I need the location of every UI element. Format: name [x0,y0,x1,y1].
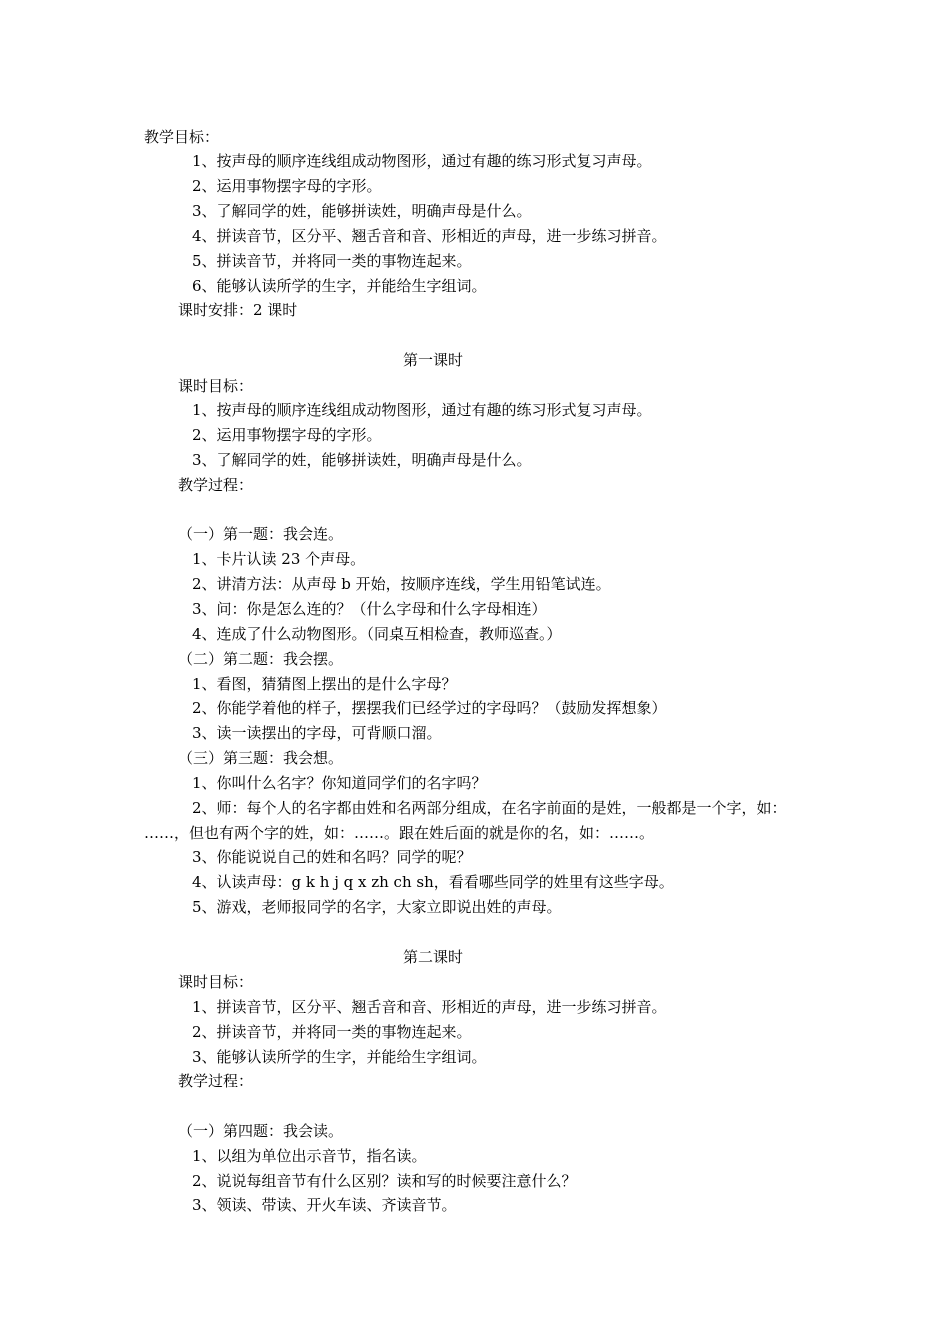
objective-item: 1、按声母的顺序连线组成动物图形，通过有趣的练习形式复习声母。 [192,152,652,170]
objective-item: 4、拼读音节，区分平、翘舌音和音、形相近的声母，进一步练习拼音。 [192,227,667,245]
lesson2-part1-heading: （一）第四题：我会读。 [178,1122,344,1140]
lesson1-step-continuation: ……，但也有两个字的姓，如：……。跟在姓后面的就是你的名，如：……。 [144,824,655,842]
lesson2-step: 3、领读、带读、开火车读、齐读音节。 [192,1196,457,1214]
lesson1-process-heading: 教学过程： [178,476,254,494]
objective-item: 5、拼读音节，并将同一类的事物连起来。 [192,252,472,270]
lesson2-goal-item: 2、拼读音节，并将同一类的事物连起来。 [192,1023,472,1041]
lesson2-goals-heading: 课时目标： [178,973,254,991]
lesson1-title: 第一课时 [402,351,463,369]
lesson1-goal-item: 3、了解同学的姓，能够拼读姓，明确声母是什么。 [192,451,532,469]
objective-item: 6、能够认读所学的生字，并能给生字组词。 [192,277,487,295]
lesson1-step: 3、问：你是怎么连的？（什么字母和什么字母相连） [192,600,547,618]
lesson1-step: 4、连成了什么动物图形。（同桌互相检查，教师巡查。） [192,625,562,643]
lesson1-goal-item: 2、运用事物摆字母的字形。 [192,426,382,444]
lesson1-step: 5、游戏，老师报同学的名字，大家立即说出姓的声母。 [192,898,562,916]
lesson1-step: 4、认读声母：g k h j q x zh ch sh，看看哪些同学的姓里有这些字母。 [192,873,674,891]
lesson1-part2-heading: （二）第二题：我会摆。 [178,650,344,668]
lesson1-step: 2、师：每个人的名字都由姓和名两部分组成，在名字前面的是姓，一般都是一个字，如： [192,799,787,817]
objectives-heading: 教学目标： [144,128,220,146]
lesson2-step: 2、说说每组音节有什么区别？读和写的时候要注意什么？ [192,1172,577,1190]
lesson1-step: 3、读一读摆出的字母，可背顺口溜。 [192,724,442,742]
lesson2-process-heading: 教学过程： [178,1072,254,1090]
lesson2-goal-item: 3、能够认读所学的生字，并能给生字组词。 [192,1048,487,1066]
lesson2-step: 1、以组为单位出示音节，指名读。 [192,1147,427,1165]
lesson1-step: 1、你叫什么名字？你知道同学们的名字吗？ [192,774,487,792]
lesson1-part3-heading: （三）第三题：我会想。 [178,749,344,767]
lesson1-part1-heading: （一）第一题：我会连。 [178,525,344,543]
schedule-line: 课时安排：2 课时 [178,301,298,319]
lesson2-title: 第二课时 [402,948,463,966]
lesson1-step: 1、看图，猜猜图上摆出的是什么字母？ [192,675,457,693]
lesson1-goals-heading: 课时目标： [178,377,254,395]
lesson1-goal-item: 1、按声母的顺序连线组成动物图形，通过有趣的练习形式复习声母。 [192,401,652,419]
lesson1-step: 2、讲清方法：从声母 b 开始，按顺序连线，学生用铅笔试连。 [192,575,611,593]
lesson2-goal-item: 1、拼读音节，区分平、翘舌音和音、形相近的声母，进一步练习拼音。 [192,998,667,1016]
lesson1-step: 2、你能学着他的样子，摆摆我们已经学过的字母吗？（鼓励发挥想象） [192,699,667,717]
objective-item: 3、了解同学的姓，能够拼读姓，明确声母是什么。 [192,202,532,220]
lesson1-step: 3、你能说说自己的姓和名吗？同学的呢？ [192,848,472,866]
lesson1-step: 1、卡片认读 23 个声母。 [192,550,366,568]
objective-item: 2、运用事物摆字母的字形。 [192,177,382,195]
